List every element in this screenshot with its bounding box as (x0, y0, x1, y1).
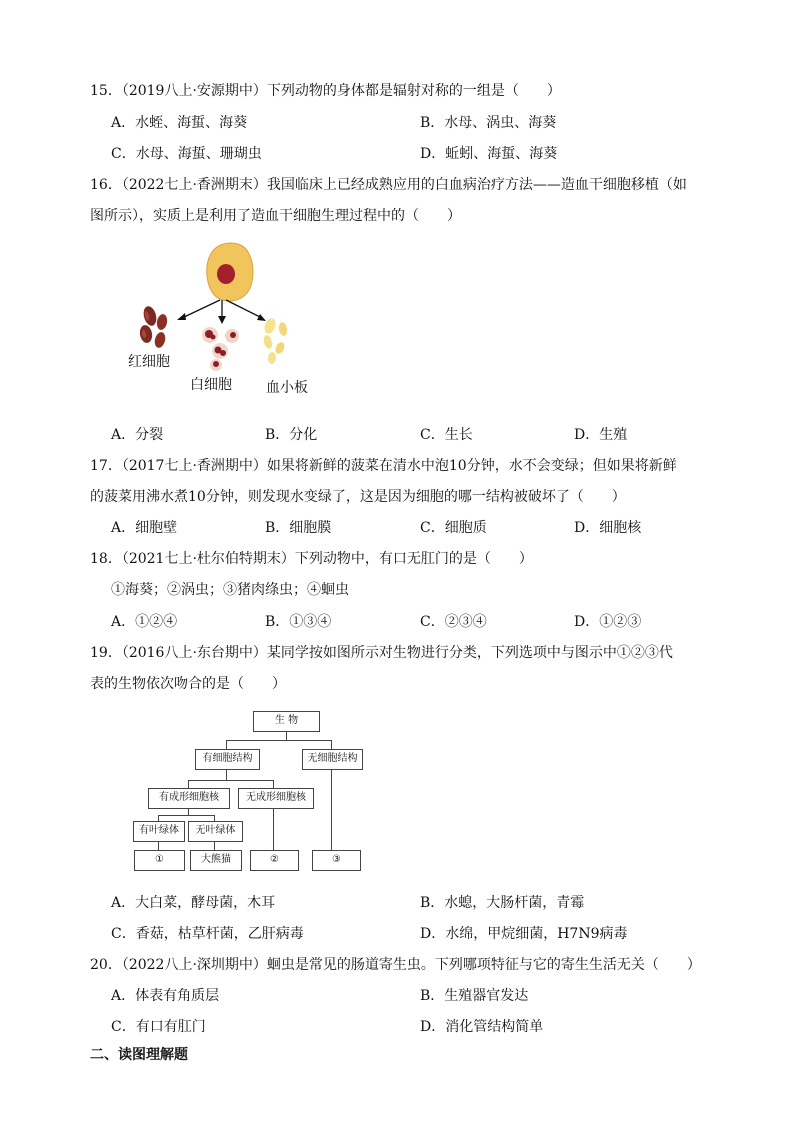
q17-stem-line2: 的菠菜用沸水煮10分钟，则发现水变绿了，这是因为细胞的哪一结构被破坏了（ ） (90, 489, 626, 505)
node-blank-3: ③ (312, 850, 361, 871)
label-platelet: 血小板 (266, 380, 308, 396)
platelet-5 (267, 352, 276, 365)
q16-option-d: D．生殖 (574, 427, 628, 443)
rbc-1 (142, 305, 159, 327)
q19-option-c: C．香菇，枯草杆菌，乙肝病毒 (111, 926, 304, 942)
q16-stem-line1: 16．（2022七上·香洲期末）我国临床上已经成熟应用的白血病治疗方法——造血干细胞移植（如 (90, 177, 687, 193)
node-with-nucleus: 有成形细胞核 (148, 788, 230, 809)
q18-stem: 18．（2021七上·杜尔伯特期末）下列动物中，有口无肛门的是（ ） (90, 551, 533, 567)
q18-option-d: D．①②③ (574, 614, 642, 630)
q18-option-b: B．①③④ (265, 614, 332, 630)
q19-stem-line1: 19．（2016八上·东台期中）某同学按如图所示对生物进行分类，下列选项中与图示中①②③代 (90, 645, 673, 661)
node-without-nucleus: 无成形细胞核 (238, 788, 314, 809)
node-blank-1: ① (134, 850, 185, 871)
node-organisms: 生 物 (253, 711, 320, 732)
q15-option-d: D．蚯蚓、海蜇、海葵 (420, 146, 558, 162)
q19-stem-line2: 表的生物依次吻合的是（ ） (90, 676, 286, 692)
rbc-2 (156, 313, 169, 330)
q16-stem-line2: 图所示），实质上是利用了造血干细胞生理过程中的（ ） (90, 208, 461, 224)
q20-option-a: A．体表有角质层 (111, 988, 220, 1004)
q17-option-c: C．细胞质 (420, 520, 487, 536)
q16-option-b: B．分化 (265, 427, 318, 443)
q16-option-c: C．生长 (420, 427, 473, 443)
q17-option-a: A．细胞壁 (111, 520, 178, 536)
node-blank-2: ② (250, 850, 299, 871)
q17-option-d: D．细胞核 (574, 520, 642, 536)
q20-option-d: D．消化管结构简单 (420, 1019, 544, 1035)
q17-option-b: B．细胞膜 (265, 520, 332, 536)
q18-option-c: C．②③④ (420, 614, 487, 630)
section-heading: 二、读图理解题 (90, 1047, 188, 1063)
q15-stem: 15．（2019八上·安源期中）下列动物的身体都是辐射对称的一组是（ ） (90, 83, 561, 99)
q20-option-b: B．生殖器官发达 (420, 988, 529, 1004)
node-with-chloroplast: 有叶绿体 (133, 821, 185, 842)
q16-option-a: A．分裂 (111, 427, 164, 443)
q18-option-a: A．①②④ (111, 614, 178, 630)
q19-option-a: A．大白菜，酵母菌，木耳 (111, 895, 276, 911)
q15-option-b: B．水母、涡虫、海葵 (420, 115, 557, 131)
label-red-blood-cell: 红细胞 (128, 354, 170, 370)
rbc-4 (153, 331, 167, 349)
q15-option-c: C．水母、海蜇、珊瑚虫 (111, 146, 262, 162)
node-giant-panda: 大熊猫 (190, 850, 242, 871)
platelet-1 (263, 317, 278, 335)
q18-items: ①海葵；②涡虫；③猪肉绦虫；④蛔虫 (111, 582, 349, 598)
q20-stem: 20．（2022八上·深圳期中）蛔虫是常见的肠道寄生虫。下列哪项特征与它的寄生生活无关（ ） (90, 957, 701, 973)
q15-option-a: A．水蛭、海蜇、海葵 (111, 115, 248, 131)
platelet-4 (274, 341, 286, 355)
q17-stem-line1: 17．（2017七上·香洲期中）如果将新鲜的菠菜在清水中泡10分钟，水不会变绿；但如果将新鲜 (90, 458, 677, 474)
label-white-blood-cell: 白细胞 (190, 377, 232, 393)
platelet-2 (278, 321, 288, 336)
platelet-3 (262, 334, 273, 350)
q19-option-d: D．水绵，甲烷细菌，H7N9病毒 (420, 926, 628, 942)
node-cellular: 有细胞结构 (195, 749, 260, 770)
node-acellular: 无细胞结构 (302, 749, 363, 770)
node-without-chloroplast: 无叶绿体 (188, 821, 243, 842)
q19-option-b: B．水螅，大肠杆菌，青霉 (420, 895, 585, 911)
q20-option-c: C．有口有肛门 (111, 1019, 206, 1035)
